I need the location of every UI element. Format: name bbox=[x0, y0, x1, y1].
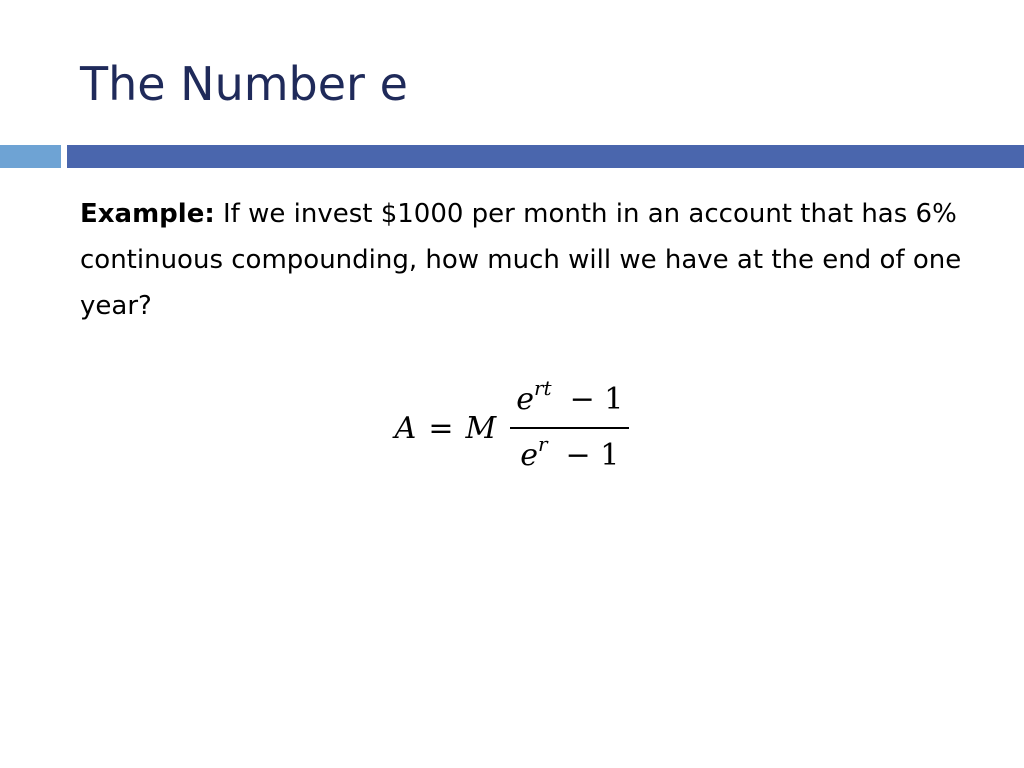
slide-title: The Number e bbox=[80, 57, 408, 111]
formula-lhs bbox=[395, 411, 497, 446]
fraction-bar bbox=[510, 427, 629, 429]
example-label: Example: bbox=[80, 199, 215, 229]
formula-fraction bbox=[510, 377, 629, 479]
example-paragraph bbox=[80, 191, 980, 329]
accent-bar-dark bbox=[67, 145, 1024, 168]
fraction-numerator bbox=[510, 377, 629, 423]
denominator-exponent: r bbox=[537, 432, 548, 456]
example-text: If we invest $1000 per month in an account that has 6% continuous compounding, how much will we have at the end of one year? bbox=[80, 199, 962, 321]
accent-bar-light bbox=[0, 145, 61, 168]
fraction-denominator bbox=[514, 433, 625, 479]
numerator-exponent: rt bbox=[533, 376, 552, 400]
formula-var-m: M bbox=[465, 410, 497, 446]
denominator-minus-one: − 1 bbox=[565, 438, 620, 473]
annuity-formula bbox=[0, 368, 1024, 488]
denominator-exp-term bbox=[520, 432, 548, 473]
formula-var-a: A bbox=[394, 410, 417, 446]
formula-equals: = bbox=[428, 410, 454, 446]
numerator-minus-one: − 1 bbox=[569, 382, 624, 417]
numerator-base: e bbox=[516, 382, 534, 417]
numerator-exp-term bbox=[516, 376, 552, 417]
denominator-base: e bbox=[520, 438, 538, 473]
